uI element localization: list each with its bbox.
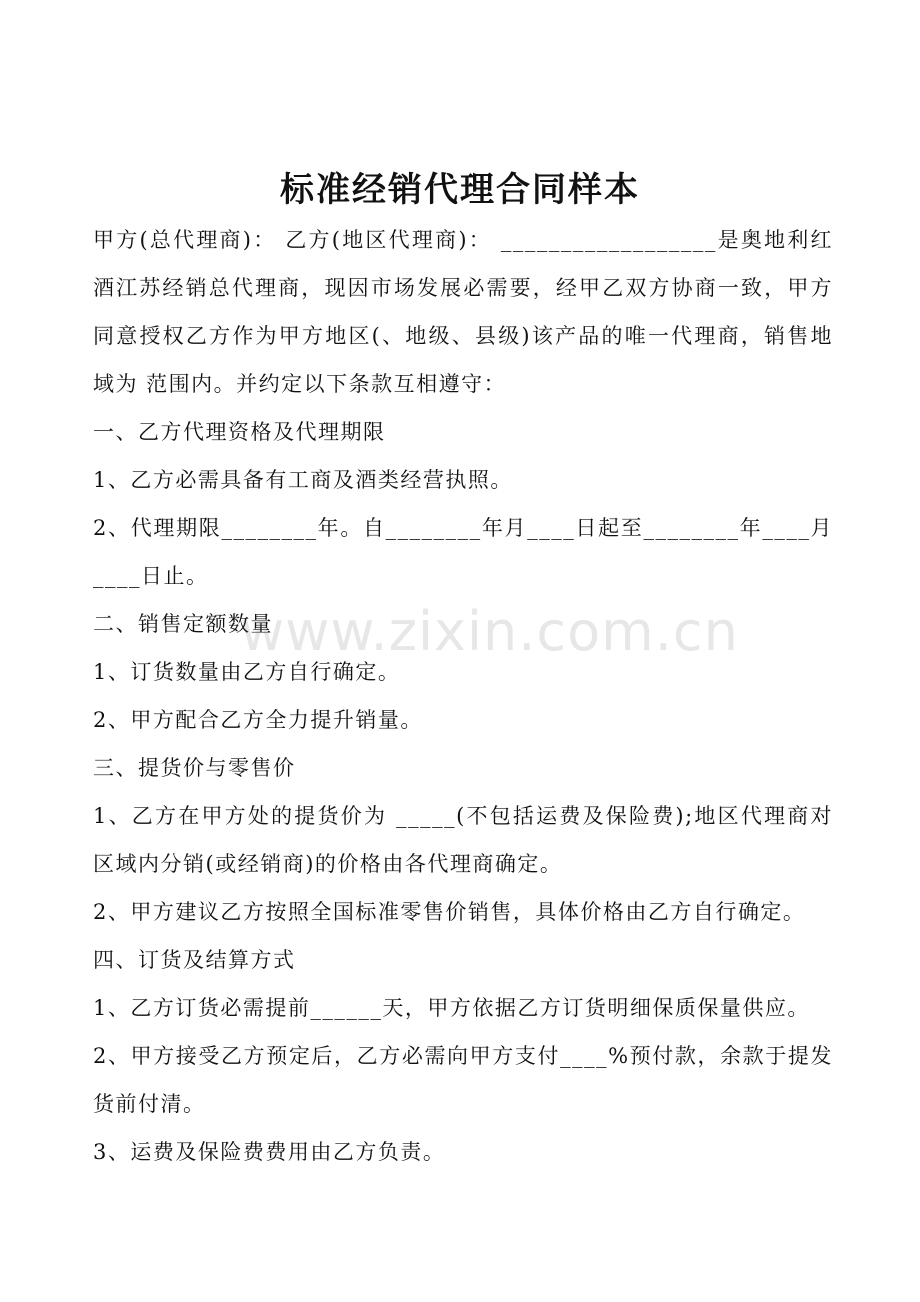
document-title: 标准经销代理合同样本 [280, 170, 640, 210]
section-heading-4: 四、订货及结算方式 [93, 948, 296, 972]
section-heading-2: 二、销售定额数量 [93, 612, 273, 636]
clause-4-2: 2、甲方接受乙方预定后，乙方必需向甲方支付____%预付款，余款于提发货前付清。 [93, 1044, 833, 1116]
clause-2-1: 1、订货数量由乙方自行确定。 [93, 660, 401, 684]
clause-4-1: 1、乙方订货必需提前______天，甲方依据乙方订货明细保质保量供应。 [93, 996, 810, 1020]
clause-3-2: 2、甲方建议乙方按照全国标准零售价销售，具体价格由乙方自行确定。 [93, 900, 806, 924]
section-heading-3: 三、提货价与零售价 [93, 756, 296, 780]
watermark-text: www.zixin.com.cn [240, 600, 739, 663]
clause-4-3: 3、运费及保险费费用由乙方负责。 [93, 1140, 446, 1164]
section-heading-1: 一、乙方代理资格及代理期限 [93, 420, 386, 444]
intro-paragraph: 甲方(总代理商)： 乙方(地区代理商)： __________________是奥地利红酒江苏经销总代理商，现因市场发展必需要，经甲乙双方协商一致，甲方同意授权乙方作为甲方地区(、地级、县级)该产品的唯一代理商，销售地 域为 范围内。并约定以下条款互相遵守： [93, 228, 833, 396]
clause-3-1: 1、乙方在甲方处的提货价为 _____(不包括运费及保险费);地区代理商对区域内分销(或经销商)的价格由各代理商确定。 [93, 804, 833, 876]
clause-1-1: 1、乙方必需具备有工商及酒类经营执照。 [93, 468, 513, 492]
document-body [93, 216, 833, 1176]
clause-1-2: 2、代理期限________年。自________年月____日起至________年____月____日止。 [93, 516, 834, 588]
clause-2-2: 2、甲方配合乙方全力提升销量。 [93, 708, 423, 732]
